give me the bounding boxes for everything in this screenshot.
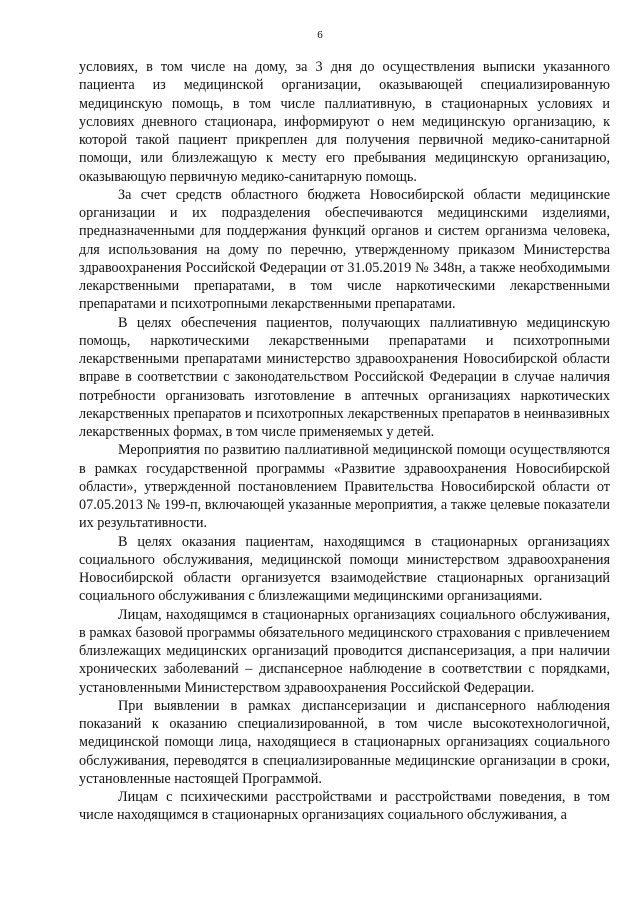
paragraph-palliative-program: Мероприятия по развитию паллиативной медицинской помощи осуществляются в рамках государственной программы «Развитие здравоохранения Новосибирской области», утвержденной постановлением Правительства Новосибирской области от 07.05.2013 № 199-п, включающей указанные мероприятия, а также целевые показатели их результативности. <box>79 442 610 532</box>
paragraph-discharge-notification: условиях, в том числе на дому, за 3 дня до осуществления выписки указанного пациента из медицинской организации, оказывающей специализированную медицинскую помощь, в том числе паллиативную, в стационарных условиях и условиях дневного стационара, информируют о нем медицинскую организацию, к которой такой пациент прикреплен для получения первичной медико-санитарной помощи, или близлежащую к месту его пребывания медицинскую организацию, оказывающую первичную медико-санитарную помощь. <box>79 59 610 185</box>
paragraph-specialized-transfer: При выявлении в рамках диспансеризации и диспансерного наблюдения показаний к оказанию специализированной, в том числе высокотехнологичной, медицинской помощи лица, находящиеся в стационарных организациях социального обслуживания, переводятся в специализированные медицинские организации в сроки, установленные настоящей Программой. <box>79 697 610 787</box>
document-body <box>79 58 610 825</box>
paragraph-social-care-interaction: В целях оказания пациентам, находящимся в стационарных организациях социального обслуживания, медицинской помощи министерством здравоохранения Новосибирской области организуется взаимодействие стационарных организаций социального обслуживания с близлежащими медицинскими организациями. <box>79 533 610 605</box>
paragraph-regional-budget-supply: За счет средств областного бюджета Новосибирской области медицинские организации и их подразделения обеспечиваются медицинскими изделиями, предназначенными для поддержания функций органов и систем организма человека, для использования на дому по перечню, утвержденному приказом Министерства здравоохранения Российской Федерации от 31.05.2019 № 348н, а также необходимыми лекарственными препаратами, в том числе наркотическими лекарственными препаратами и психотропными лекарственными препаратами. <box>79 186 610 313</box>
paragraph-narcotic-drug-provision: В целях обеспечения пациентов, получающих паллиативную медицинскую помощь, наркотическими лекарственными препаратами и психотропными лекарственными препаратами министерство здравоохранения Новосибирской области вправе в соответствии с законодательством Российской Федерации в случае наличия потребности организовать изготовление в аптечных организациях наркотических лекарственных препаратов и психотропных лекарственных препаратов в неинвазивных лекарственных формах, в том числе применяемых у детей. <box>79 314 610 440</box>
paragraph-dispensary-examination: Лицам, находящимся в стационарных организациях социального обслуживания, в рамках базовой программы обязательного медицинского страхования с привлечением близлежащих медицинских организаций проводится диспансеризация, а при наличии хронических заболеваний – диспансерное наблюдение в соответствии с порядками, установленными Министерством здравоохранения Российской Федерации. <box>79 606 610 696</box>
paragraph-mental-disorders: Лицам с психическими расстройствами и расстройствами поведения, в том числе находящимся в стационарных организациях социального обслуживания, а <box>79 789 610 824</box>
page-number: 6 <box>317 29 323 41</box>
